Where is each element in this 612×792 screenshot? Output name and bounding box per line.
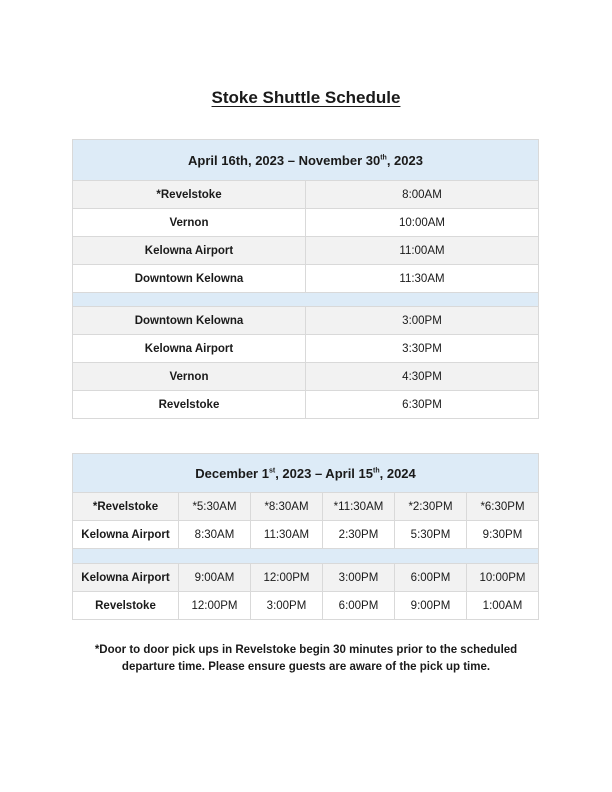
- departure-time: 5:30PM: [395, 521, 467, 549]
- date-range-start: April 16th, 2023 – November 30: [188, 152, 381, 168]
- departure-time: 3:00PM: [323, 564, 395, 592]
- ordinal-suffix: st: [268, 467, 276, 475]
- section-divider: [73, 549, 539, 564]
- departure-time: 11:00AM: [306, 237, 539, 265]
- departure-time: 8:00AM: [306, 181, 539, 209]
- section-divider: [73, 293, 539, 307]
- date-range-year: , 2024: [379, 465, 416, 481]
- winter-date-range: [73, 454, 539, 493]
- ordinal-suffix: th: [373, 467, 380, 475]
- stop-location: Kelowna Airport: [73, 564, 179, 592]
- departure-time: 12:00PM: [251, 564, 323, 592]
- pickup-note: [80, 642, 532, 676]
- date-range-year: , 2023: [386, 152, 423, 168]
- summer-date-range: [73, 140, 539, 181]
- departure-time: 11:30AM: [306, 265, 539, 293]
- stop-location: Vernon: [73, 209, 306, 237]
- departure-time: *5:30AM: [179, 493, 251, 521]
- winter-schedule-header: [73, 454, 539, 493]
- departure-time: *6:30PM: [467, 493, 539, 521]
- departure-time: 3:30PM: [306, 335, 539, 363]
- departure-time: 6:00PM: [395, 564, 467, 592]
- departure-time: 1:00AM: [467, 592, 539, 620]
- departure-time: 3:00PM: [306, 307, 539, 335]
- winter-schedule-table: [72, 453, 539, 620]
- stop-location: *Revelstoke: [73, 181, 306, 209]
- table-row: [73, 391, 539, 419]
- departure-time: *8:30AM: [251, 493, 323, 521]
- table-row: [73, 592, 539, 620]
- table-row: [73, 209, 539, 237]
- departure-time: 2:30PM: [323, 521, 395, 549]
- stop-location: Kelowna Airport: [73, 237, 306, 265]
- table-row: [73, 493, 539, 521]
- departure-time: 3:00PM: [251, 592, 323, 620]
- table-row: [73, 363, 539, 391]
- date-range-middle: , 2023 – April 15: [275, 465, 373, 481]
- departure-time: 4:30PM: [306, 363, 539, 391]
- table-row: [73, 564, 539, 592]
- table-row: [73, 181, 539, 209]
- table-row: [73, 265, 539, 293]
- departure-time: 9:00AM: [179, 564, 251, 592]
- stop-location: Downtown Kelowna: [73, 307, 306, 335]
- departure-time: 6:00PM: [323, 592, 395, 620]
- stop-location: Kelowna Airport: [73, 335, 306, 363]
- page-title: Stoke Shuttle Schedule: [211, 88, 401, 107]
- departure-time: *11:30AM: [323, 493, 395, 521]
- departure-time: 9:30PM: [467, 521, 539, 549]
- departure-time: 6:30PM: [306, 391, 539, 419]
- date-range-start: December 1: [195, 465, 269, 481]
- summer-schedule-header: [73, 140, 539, 181]
- departure-time: 9:00PM: [395, 592, 467, 620]
- departure-time: 12:00PM: [179, 592, 251, 620]
- departure-time: 11:30AM: [251, 521, 323, 549]
- stop-location: Revelstoke: [73, 592, 179, 620]
- table-row: [73, 521, 539, 549]
- departure-time: *2:30PM: [395, 493, 467, 521]
- ordinal-suffix: th: [380, 154, 387, 162]
- stop-location: Revelstoke: [73, 391, 306, 419]
- departure-time: 8:30AM: [179, 521, 251, 549]
- stop-location: *Revelstoke: [73, 493, 179, 521]
- departure-time: 10:00PM: [467, 564, 539, 592]
- summer-schedule-table: [72, 139, 539, 419]
- table-row: [73, 237, 539, 265]
- pickup-note-line: departure time. Please ensure guests are aware of the pick up time.: [121, 661, 491, 673]
- stop-location: Kelowna Airport: [73, 521, 179, 549]
- pickup-note-line: *Door to door pick ups in Revelstoke begin 30 minutes prior to the scheduled: [94, 644, 518, 656]
- table-row: [73, 335, 539, 363]
- table-row: [73, 307, 539, 335]
- departure-time: 10:00AM: [306, 209, 539, 237]
- stop-location: Downtown Kelowna: [73, 265, 306, 293]
- stop-location: Vernon: [73, 363, 306, 391]
